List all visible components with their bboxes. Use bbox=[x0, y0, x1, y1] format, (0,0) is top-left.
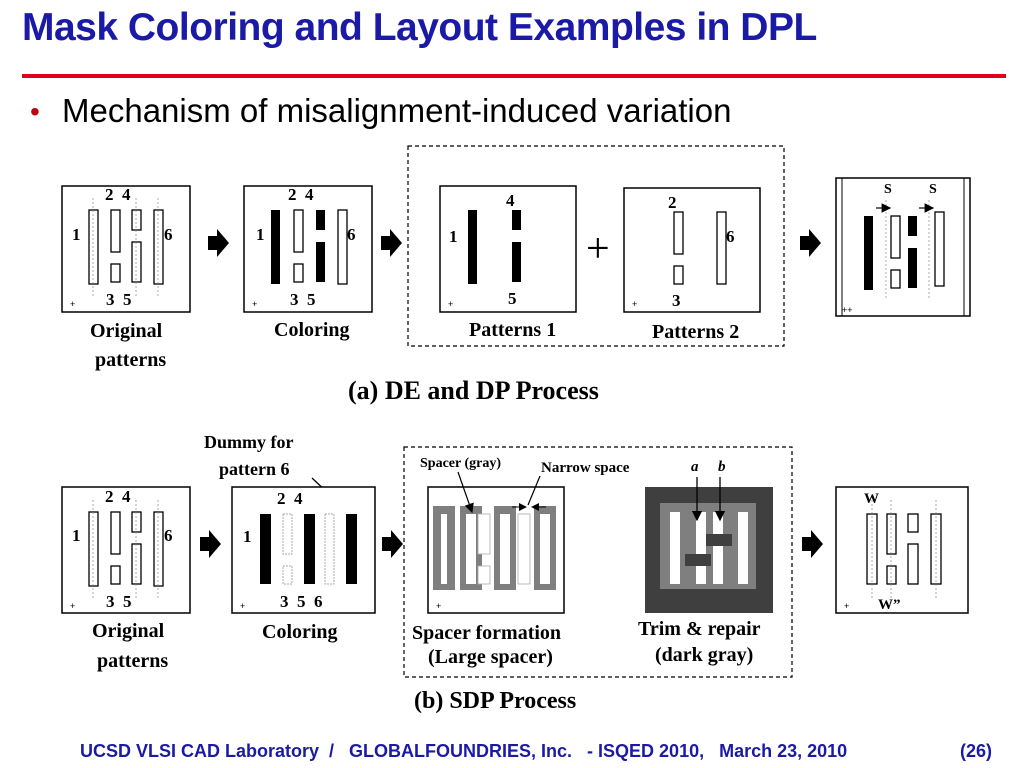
a-col-bottom-label: 3 5 bbox=[290, 290, 316, 309]
b-spacer-label-2: (Large spacer) bbox=[428, 646, 553, 668]
a-section-caption: (a) DE and DP Process bbox=[348, 376, 599, 405]
a-patterns1-panel bbox=[440, 186, 576, 312]
b-col-bottom-label: 3 5 6 bbox=[280, 592, 323, 611]
bullet-text: Mechanism of misalignment-induced variation bbox=[62, 92, 732, 129]
b-result-w-label: W bbox=[864, 491, 879, 507]
svg-text:+: + bbox=[844, 601, 850, 611]
b-col-left-label: 1 bbox=[243, 527, 252, 546]
svg-text:+: + bbox=[70, 601, 76, 611]
svg-text:+: + bbox=[70, 299, 76, 309]
b-orig-right-label: 6 bbox=[164, 526, 173, 545]
a-original-label-2: patterns bbox=[95, 349, 167, 371]
a-patterns1-label: Patterns 1 bbox=[469, 319, 557, 341]
b-trim-b-label: b bbox=[718, 459, 726, 475]
a-orig-bottom-label: 3 5 bbox=[106, 290, 132, 309]
a-orig-right-label: 6 bbox=[164, 225, 173, 244]
b-coloring-panel bbox=[232, 487, 375, 613]
a-orig-top-label: 2 4 bbox=[105, 185, 131, 204]
b-spacer-label-1: Spacer formation bbox=[412, 622, 562, 644]
a-original-label-1: Original bbox=[90, 320, 163, 342]
svg-text:+: + bbox=[448, 299, 454, 309]
slide-title: Mask Coloring and Layout Examples in DPL bbox=[22, 6, 817, 49]
a-result-s1-label: S bbox=[884, 182, 892, 197]
b-result-panel bbox=[836, 487, 968, 613]
b-col-top-label: 2 4 bbox=[277, 489, 303, 508]
b-original-panel bbox=[62, 487, 190, 613]
b-result-w2-label: W” bbox=[878, 597, 901, 613]
a-coloring-label: Coloring bbox=[274, 319, 350, 341]
a-col-top-label: 2 4 bbox=[288, 185, 314, 204]
b-trim-a-label: a bbox=[691, 459, 699, 475]
a-coloring-panel bbox=[244, 185, 372, 312]
a-col-right-label: 6 bbox=[347, 225, 356, 244]
b-orig-left-label: 1 bbox=[72, 526, 81, 545]
b-section-caption: (b) SDP Process bbox=[414, 688, 577, 714]
arrow-right-icon bbox=[208, 229, 229, 257]
b-orig-bottom-label: 3 5 bbox=[106, 592, 132, 611]
arrow-right-icon bbox=[200, 530, 221, 558]
b-coloring-label: Coloring bbox=[262, 621, 338, 643]
a-orig-left-label: 1 bbox=[72, 225, 81, 244]
a-patterns2-label: Patterns 2 bbox=[652, 321, 740, 343]
b-spacer-panel bbox=[428, 487, 564, 613]
a-p1-bottom-label: 5 bbox=[508, 289, 517, 308]
b-trim-label-1: Trim & repair bbox=[638, 618, 761, 640]
svg-text:+: + bbox=[240, 601, 246, 611]
a-col-left-label: 1 bbox=[256, 225, 265, 244]
arrow-right-icon bbox=[800, 229, 821, 257]
a-p2-right-label: 6 bbox=[726, 227, 735, 246]
b-dummy-label-2: pattern 6 bbox=[219, 459, 290, 479]
a-p1-top-label: 4 bbox=[506, 191, 515, 210]
svg-text:+: + bbox=[632, 299, 638, 309]
b-dummy-label-1: Dummy for bbox=[204, 432, 294, 452]
a-original-panel bbox=[62, 185, 190, 312]
arrow-right-icon bbox=[382, 530, 403, 558]
a-patterns2-panel bbox=[624, 188, 760, 312]
arrow-right-icon bbox=[802, 530, 823, 558]
b-trim-label-2: (dark gray) bbox=[655, 644, 754, 666]
arrow-right-icon bbox=[381, 229, 402, 257]
page-number: (26) bbox=[960, 741, 993, 761]
bullet-dot-icon: • bbox=[30, 96, 40, 127]
b-original-label-2: patterns bbox=[97, 650, 169, 672]
a-p2-bottom-label: 3 bbox=[672, 291, 681, 310]
b-trim-panel bbox=[645, 487, 773, 613]
plus-icon: + bbox=[586, 226, 610, 272]
svg-text:+: + bbox=[436, 601, 442, 611]
footer-credit: UCSD VLSI CAD Laboratory / GLOBALFOUNDRIES, Inc. - ISQED 2010, March 23, 2010 bbox=[80, 741, 848, 761]
a-p2-top-label: 2 bbox=[668, 193, 677, 212]
b-narrow-space-label: Narrow space bbox=[541, 460, 630, 476]
a-p1-left-label: 1 bbox=[449, 227, 458, 246]
a-result-s2-label: S bbox=[929, 182, 937, 197]
b-original-label-1: Original bbox=[92, 620, 165, 642]
svg-text:+: + bbox=[252, 299, 258, 309]
a-result-panel bbox=[836, 178, 970, 316]
b-spacer-gray-label: Spacer (gray) bbox=[420, 456, 501, 471]
b-orig-top-label: 2 4 bbox=[105, 487, 131, 506]
svg-text:++: ++ bbox=[842, 305, 853, 315]
